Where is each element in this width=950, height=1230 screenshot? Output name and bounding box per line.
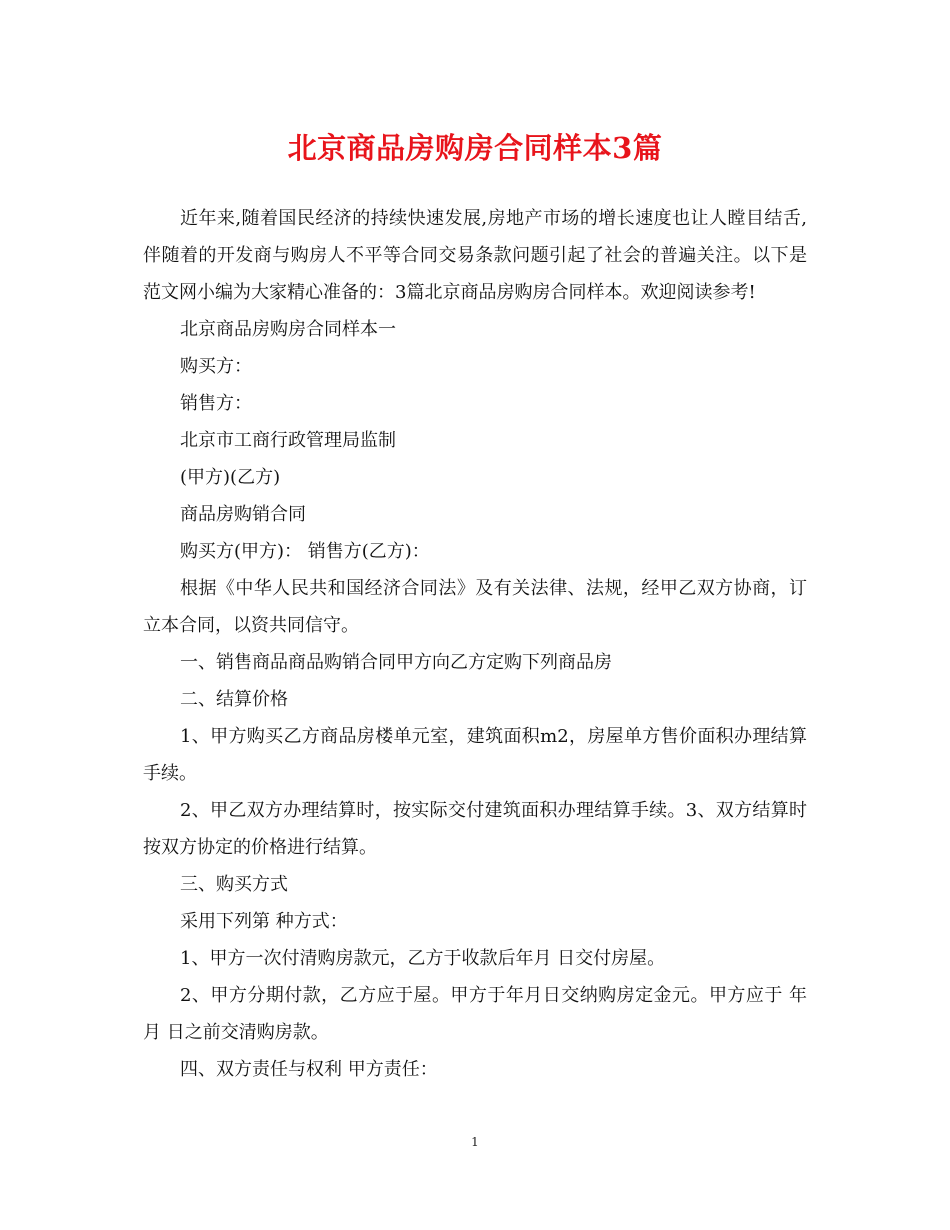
- paragraph-buyer: 购买方：: [180, 356, 252, 377]
- paragraph-clause-2-1: 1、甲方购买乙方商品房楼单元室，建筑面积m2，房屋单方售价面积办理结算手续。: [143, 726, 807, 784]
- paragraph-contract-name: 商品房购销合同: [180, 504, 306, 525]
- document-body: [143, 200, 807, 1088]
- paragraph-section-3: 三、购买方式: [180, 874, 288, 895]
- paragraph-seller: 销售方：: [180, 393, 252, 414]
- paragraph-legal-basis: 根据《中华人民共和国经济合同法》及有关法律、法规，经甲乙双方协商，订立本合同，以资共同信守。: [143, 578, 807, 636]
- paragraph-intro: 近年来,随着国民经济的持续快速发展,房地产市场的增长速度也让人瞠目结舌,伴随着的开发商与购房人不平等合同交易条款问题引起了社会的普遍关注。以下是范文网小编为大家精心准备的：3篇北京商品房购房合同样本。欢迎阅读参考!: [143, 208, 807, 303]
- paragraph-section-1: 一、销售商品商品购销合同甲方向乙方定购下列商品房: [180, 652, 612, 673]
- page-number: 1: [471, 1135, 479, 1149]
- paragraph-clause-2-2: 2、甲乙双方办理结算时，按实际交付建筑面积办理结算手续。3、双方结算时按双方协定的价格进行结算。: [143, 800, 807, 858]
- paragraph-payment-option: 采用下列第 种方式：: [180, 911, 348, 932]
- paragraph-section-4: 四、双方责任与权利 甲方责任：: [180, 1059, 438, 1080]
- paragraph-parties: (甲方)(乙方): [180, 467, 281, 488]
- paragraph-section-2: 二、结算价格: [180, 689, 288, 710]
- paragraph-buyer-seller: 购买方(甲方)： 销售方(乙方)：: [180, 541, 430, 562]
- paragraph-clause-3-2: 2、甲方分期付款，乙方应于屋。甲方于年月日交纳购房定金元。甲方应于 年 月 日之前交清购房款。: [143, 985, 807, 1043]
- paragraph-supervisor: 北京市工商行政管理局监制: [180, 430, 396, 451]
- document-title: 北京商品房购房合同样本3篇: [287, 131, 663, 165]
- paragraph-clause-3-1: 1、甲方一次付清购房款元，乙方于收款后年月 日交付房屋。: [180, 948, 666, 969]
- paragraph-sample-heading: 北京商品房购房合同样本一: [180, 319, 396, 340]
